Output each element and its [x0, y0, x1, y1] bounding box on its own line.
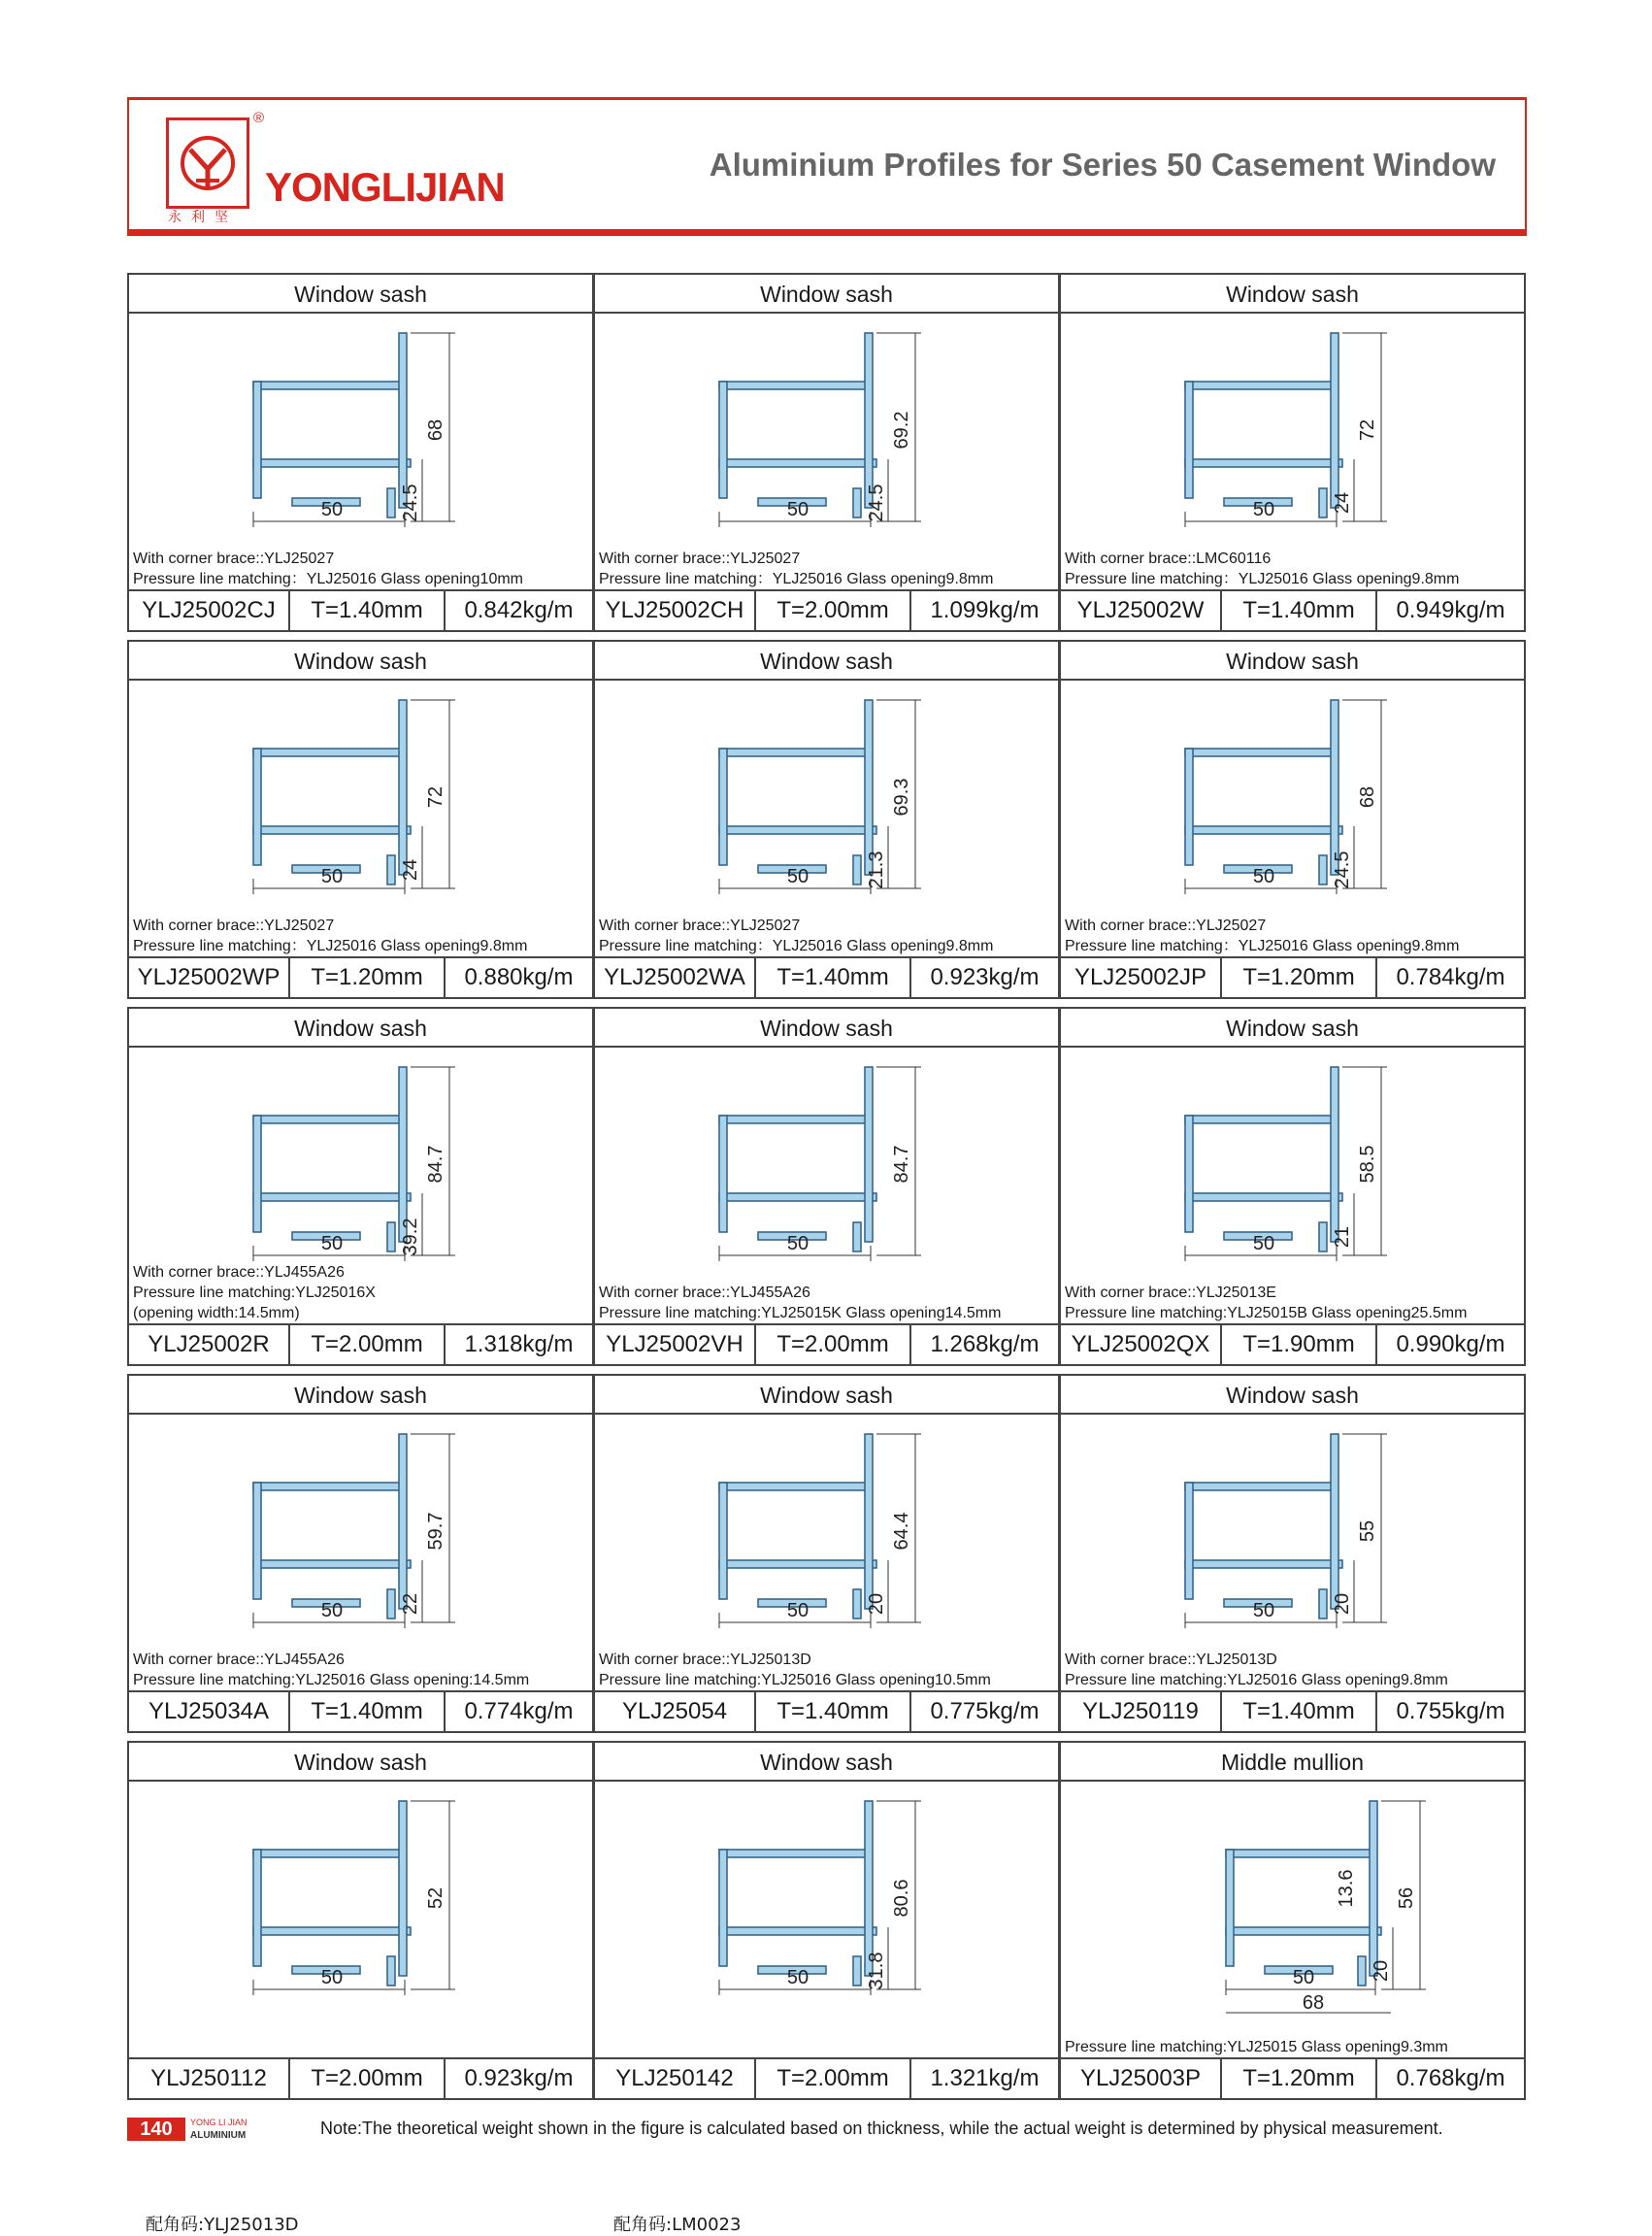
profile-thickness: T=1.20mm: [1222, 2059, 1377, 2098]
dim-extra-label: 13.6: [1336, 1869, 1357, 1908]
profile-card: [1059, 1374, 1526, 1733]
profile-code: YLJ250142: [595, 2059, 756, 2098]
dim-height-label: 80.6: [891, 1879, 912, 1918]
profile-weight: 0.842kg/m: [464, 597, 574, 623]
profile-weight: 0.923kg/m: [464, 2065, 574, 2091]
dim-width-label: 50: [786, 1967, 809, 1988]
dim-lower-label: 24.5: [866, 484, 887, 522]
profile-thickness: T=1.40mm: [1222, 591, 1377, 630]
profile-section-diagram: [595, 1048, 1058, 1286]
dim-lower-label: 31.8: [866, 1952, 887, 1990]
dim-height-label: 55: [1357, 1519, 1378, 1543]
profile-specs: [129, 956, 592, 997]
profile-specs: [1061, 1690, 1524, 1731]
dim-lower-label: 21.3: [866, 851, 887, 889]
profile-note: Pressure line matching：YLJ25016 Glass opening9.8mm: [599, 571, 994, 587]
profile-section-diagram: [129, 681, 592, 919]
profile-weight: 0.774kg/m: [464, 1698, 574, 1724]
profile-thickness: T=2.00mm: [756, 1325, 911, 1364]
profile-code: YLJ25002VH: [595, 1325, 756, 1364]
profile-code: YLJ25003P: [1061, 2059, 1222, 2098]
profile-code: YLJ25002W: [1061, 591, 1222, 630]
dim-height-label: 69.2: [891, 411, 912, 450]
profile-thickness: T=2.00mm: [756, 591, 911, 630]
page-header: [127, 97, 1527, 235]
profile-drawing: [129, 1415, 592, 1653]
page-title: Aluminium Profiles for Series 50 Casement Window: [709, 147, 1496, 183]
profile-card: [1059, 273, 1526, 632]
profile-title: Middle mullion: [1061, 1743, 1524, 1782]
profile-weight: 1.318kg/m: [464, 1331, 574, 1357]
logo-icon: [166, 117, 249, 209]
profile-title: Window sash: [595, 275, 1058, 314]
profile-note: Pressure line matching:YLJ25016 Glass opening:14.5mm: [133, 1672, 530, 1688]
profile-thickness: T=1.40mm: [756, 1692, 911, 1731]
dim-height-label: 84.7: [425, 1145, 446, 1184]
profile-title: Window sash: [129, 1009, 592, 1048]
profile-code: YLJ25034A: [129, 1692, 290, 1731]
profile-thickness: T=1.40mm: [756, 958, 911, 997]
dim-height-label: 72: [425, 785, 446, 809]
profile-code: YLJ25002JP: [1061, 958, 1222, 997]
profile-drawing: [595, 1048, 1058, 1286]
profile-section-diagram: [595, 1415, 1058, 1653]
profile-title: Window sash: [1061, 1376, 1524, 1415]
profile-drawing: [595, 1782, 1058, 2020]
dim-lower-label: 22: [400, 1592, 421, 1616]
dim-height-label: 52: [425, 1886, 446, 1910]
dim-width-label: 50: [1252, 499, 1275, 520]
profile-specs: [1061, 589, 1524, 630]
profile-thickness: T=1.20mm: [1222, 958, 1377, 997]
dim-height-label: 72: [1357, 418, 1378, 442]
profile-drawing: [1061, 1415, 1524, 1653]
profile-weight: 0.949kg/m: [1396, 597, 1505, 623]
dim-width-label: 50: [1252, 1233, 1275, 1254]
profile-drawing: [1061, 1048, 1524, 1286]
dim-lower-label: 20: [1332, 1592, 1353, 1616]
dim-height-label: 64.4: [891, 1512, 912, 1551]
dim-height-label: 56: [1396, 1886, 1417, 1910]
profile-section-diagram: [129, 1782, 592, 2020]
profile-title: Window sash: [1061, 275, 1524, 314]
profile-thickness: T=1.40mm: [290, 591, 446, 630]
profile-weight: 0.768kg/m: [1396, 2065, 1505, 2091]
profile-section-diagram: [595, 1782, 1058, 2020]
dim-width-label: 50: [1252, 1600, 1275, 1621]
dim-height-label: 68: [1357, 785, 1378, 809]
profile-weight: 0.755kg/m: [1396, 1698, 1505, 1724]
profile-note: With corner brace::YLJ25027: [133, 918, 335, 934]
profile-title: Window sash: [129, 1376, 592, 1415]
dim-width-label: 50: [786, 1233, 809, 1254]
profile-specs: [129, 1323, 592, 1364]
profile-drawing: [595, 1415, 1058, 1653]
profile-code: YLJ25002CJ: [129, 591, 290, 630]
profile-note: With corner brace::YLJ455A26: [133, 1264, 345, 1281]
profile-card: [127, 1741, 594, 2100]
dim-lower-label: 20: [866, 1592, 887, 1616]
dim-height-label: 84.7: [891, 1145, 912, 1184]
profile-note: Pressure line matching:YLJ25015 Glass opening9.3mm: [1065, 2039, 1448, 2055]
profile-card: [593, 1007, 1060, 1366]
profile-weight: 1.099kg/m: [930, 597, 1040, 623]
profile-drawing: [1061, 1782, 1524, 2020]
profile-note: Pressure line matching：YLJ25016 Glass opening9.8mm: [1065, 938, 1460, 954]
profile-code: YLJ25002CH: [595, 591, 756, 630]
dim-height-label: 69.3: [891, 778, 912, 817]
profile-code: YLJ25002QX: [1061, 1325, 1222, 1364]
profile-specs: [1061, 1323, 1524, 1364]
profile-note: With corner brace::LMC60116: [1065, 551, 1272, 567]
dim-lower-label: 24.5: [400, 484, 421, 522]
profile-thickness: T=1.20mm: [290, 958, 446, 997]
dim-lower-label: 21: [1332, 1225, 1353, 1249]
registered-mark: ®: [253, 110, 265, 126]
profile-specs: [129, 1690, 592, 1731]
dim-lower-label: 39.2: [400, 1218, 421, 1256]
page-number: 140: [127, 2118, 185, 2141]
profile-title: Window sash: [595, 1376, 1058, 1415]
profile-card: [593, 640, 1060, 999]
dim-width-label: 50: [320, 1967, 344, 1988]
profile-specs: [595, 589, 1058, 630]
dim-width-label: 50: [1292, 1967, 1315, 1988]
profile-card: [127, 273, 594, 632]
dim-width-label: 50: [320, 866, 344, 887]
profile-weight: 1.268kg/m: [930, 1331, 1040, 1357]
profile-card: [127, 1007, 594, 1366]
profile-note: Pressure line matching:YLJ25015K Glass opening14.5mm: [599, 1305, 1002, 1321]
profile-thickness: T=2.00mm: [290, 1325, 446, 1364]
profile-section-diagram: [1061, 1048, 1524, 1286]
profile-drawing: [1061, 681, 1524, 919]
dim-height-label: 58.5: [1357, 1145, 1378, 1184]
bottom-code-right: 配角码:LM0023: [613, 2215, 742, 2235]
dim-width-label: 50: [786, 1600, 809, 1621]
profile-note: Pressure line matching：YLJ25016 Glass opening9.8mm: [1065, 571, 1460, 587]
profile-note: With corner brace::YLJ25013D: [599, 1652, 811, 1668]
profile-note: Pressure line matching:YLJ25016 Glass opening10.5mm: [599, 1672, 991, 1688]
profile-section-diagram: [129, 1048, 592, 1286]
profile-note: Pressure line matching：YLJ25016 Glass opening9.8mm: [133, 938, 528, 954]
profile-title: Window sash: [129, 1743, 592, 1782]
profile-specs: [129, 2057, 592, 2098]
profile-section-diagram: [1061, 314, 1524, 552]
profile-card: [1059, 1007, 1526, 1366]
profile-specs: [595, 1690, 1058, 1731]
profile-specs: [1061, 2057, 1524, 2098]
profile-thickness: T=1.90mm: [1222, 1325, 1377, 1364]
profile-weight: 0.775kg/m: [930, 1698, 1040, 1724]
profile-code: YLJ25002R: [129, 1325, 290, 1364]
profile-drawing: [129, 681, 592, 919]
profile-note: With corner brace::YLJ25013D: [1065, 1652, 1277, 1668]
dim-width-label: 50: [320, 1600, 344, 1621]
profile-card: [593, 1741, 1060, 2100]
profile-specs: [595, 1323, 1058, 1364]
footer-brand-sub: ALUMINIUM: [190, 2130, 247, 2141]
bottom-code-left: 配角码:YLJ25013D: [146, 2215, 299, 2235]
profile-note: Pressure line matching:YLJ25015B Glass opening25.5mm: [1065, 1305, 1468, 1321]
profile-title: Window sash: [595, 1009, 1058, 1048]
profile-drawing: [595, 314, 1058, 552]
brand-chinese: 永利坚: [168, 210, 238, 225]
dim-width-label: 50: [320, 499, 344, 520]
profile-drawing: [129, 1048, 592, 1286]
profile-title: Window sash: [595, 1743, 1058, 1782]
profile-section-diagram: [129, 314, 592, 552]
profile-note: With corner brace::YLJ455A26: [599, 1285, 810, 1301]
profile-section-diagram: [1061, 1782, 1524, 2020]
dim-width-label: 50: [1252, 866, 1275, 887]
profile-section-diagram: [1061, 1415, 1524, 1653]
profile-card: [1059, 1741, 1526, 2100]
profile-note: With corner brace::YLJ455A26: [133, 1652, 345, 1668]
profile-title: Window sash: [595, 642, 1058, 681]
profile-card: [127, 640, 594, 999]
profile-code: YLJ250119: [1061, 1692, 1222, 1731]
profile-note: (opening width:14.5mm): [133, 1305, 300, 1321]
profile-code: YLJ250112: [129, 2059, 290, 2098]
profile-thickness: T=2.00mm: [290, 2059, 446, 2098]
profile-title: Window sash: [1061, 1009, 1524, 1048]
profile-card: [593, 1374, 1060, 1733]
dim-height-label: 59.7: [425, 1512, 446, 1551]
profile-note: With corner brace::YLJ25027: [599, 551, 801, 567]
profile-section-diagram: [1061, 681, 1524, 919]
profile-section-diagram: [129, 1415, 592, 1653]
profile-drawing: [129, 1782, 592, 2020]
dim-lower-label: 24: [1332, 491, 1353, 515]
profile-weight: 0.880kg/m: [464, 964, 574, 990]
profile-weight: 0.990kg/m: [1396, 1331, 1505, 1357]
profile-specs: [595, 956, 1058, 997]
profile-title: Window sash: [129, 642, 592, 681]
profile-drawing: [129, 314, 592, 552]
profile-weight: 0.784kg/m: [1396, 964, 1505, 990]
profile-thickness: T=1.40mm: [1222, 1692, 1377, 1731]
dim-width-label: 50: [786, 499, 809, 520]
profile-code: YLJ25054: [595, 1692, 756, 1731]
profile-note: With corner brace::YLJ25027: [599, 918, 801, 934]
profile-note: With corner brace::YLJ25027: [1065, 918, 1267, 934]
dim-lower-label: 20: [1371, 1959, 1392, 1983]
profile-weight: 1.321kg/m: [930, 2065, 1040, 2091]
dim-width-label: 50: [320, 1233, 344, 1254]
profile-specs: [595, 2057, 1058, 2098]
profile-drawing: [595, 681, 1058, 919]
profile-weight: 0.923kg/m: [930, 964, 1040, 990]
profile-note: Pressure line matching：YLJ25016 Glass opening10mm: [133, 571, 523, 587]
brand-name: YONGLIJIAN: [265, 164, 505, 210]
profile-note: With corner brace::YLJ25027: [133, 551, 335, 567]
profile-section-diagram: [595, 681, 1058, 919]
profile-thickness: T=1.40mm: [290, 1692, 446, 1731]
profile-specs: [129, 589, 592, 630]
profile-title: Window sash: [1061, 642, 1524, 681]
profile-code: YLJ25002WP: [129, 958, 290, 997]
footer-brand: YONG LI JIAN: [190, 2118, 248, 2127]
profile-thickness: T=2.00mm: [756, 2059, 911, 2098]
dim-width-label: 50: [786, 866, 809, 887]
profile-card: [1059, 640, 1526, 999]
profile-specs: [1061, 956, 1524, 997]
profile-card: [593, 273, 1060, 632]
dim-width2-label: 68: [1302, 1992, 1325, 2014]
dim-lower-label: 24.5: [1332, 851, 1353, 889]
footer-note: Note:The theoretical weight shown in the figure is calculated based on thickness, while the actual weight is determined by physical measurement.: [320, 2119, 1443, 2138]
dim-lower-label: 24: [400, 858, 421, 882]
profile-drawing: [1061, 314, 1524, 552]
profile-code: YLJ25002WA: [595, 958, 756, 997]
header-underline: [127, 229, 1527, 236]
profile-note: Pressure line matching:YLJ25016 Glass opening9.8mm: [1065, 1672, 1448, 1688]
profile-title: Window sash: [129, 275, 592, 314]
profile-note: Pressure line matching:YLJ25016X: [133, 1285, 376, 1301]
profile-note: Pressure line matching：YLJ25016 Glass opening9.8mm: [599, 938, 994, 954]
dim-height-label: 68: [425, 418, 446, 442]
profile-section-diagram: [595, 314, 1058, 552]
profile-card: [127, 1374, 594, 1733]
profile-note: With corner brace::YLJ25013E: [1065, 1285, 1276, 1301]
